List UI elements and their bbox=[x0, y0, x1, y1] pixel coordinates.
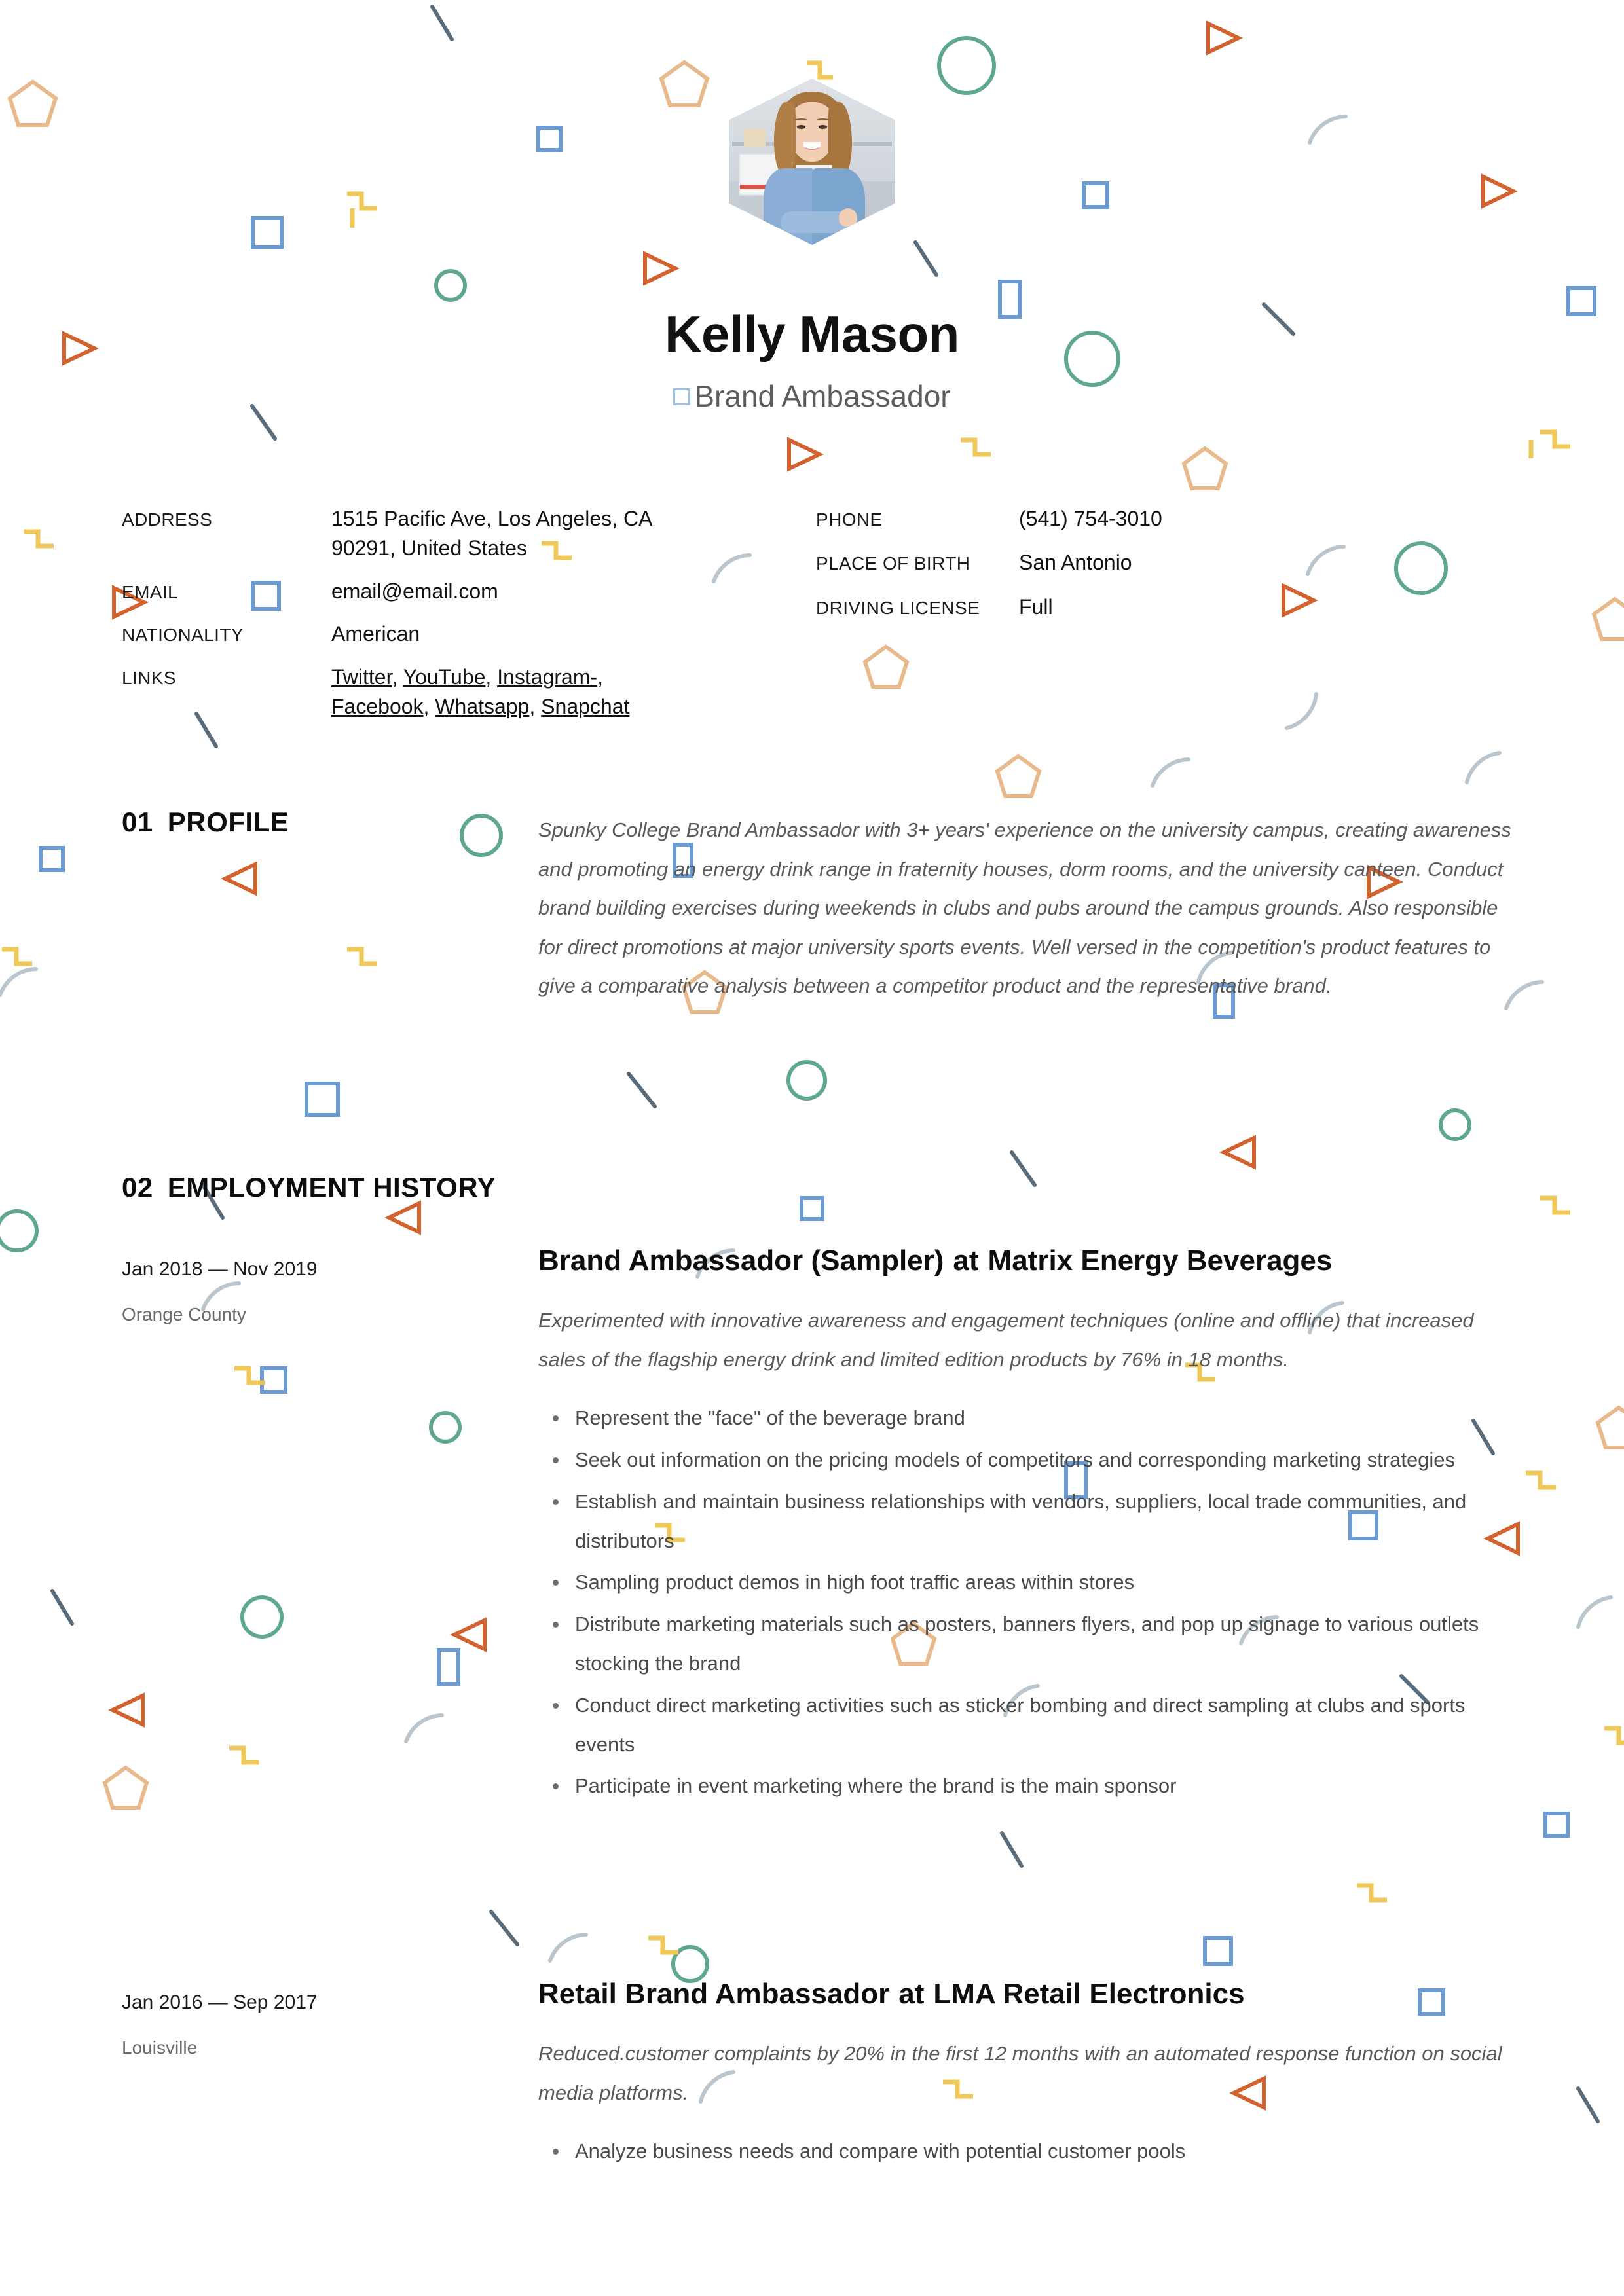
link-youtube[interactable]: YouTube bbox=[403, 665, 486, 689]
link-twitter[interactable]: Twitter bbox=[331, 665, 392, 689]
list-item: Distribute marketing materials such as posters, banners flyers, and pop up signage to various outlets stocking the brand bbox=[538, 1605, 1514, 1683]
list-item: Seek out information on the pricing models of competitors and corresponding marketing strategies bbox=[538, 1440, 1514, 1480]
job-location-0: Orange County bbox=[122, 1304, 246, 1324]
link-whatsapp[interactable]: Whatsapp bbox=[435, 695, 530, 719]
square-icon bbox=[673, 388, 690, 405]
contact-value-nationality: American bbox=[331, 622, 420, 646]
contact-label-email: EMAIL bbox=[122, 581, 179, 602]
section-heading-employment bbox=[122, 1172, 496, 1203]
contact-label-driving-license: DRIVING LICENSE bbox=[816, 597, 980, 618]
avatar bbox=[729, 79, 895, 245]
contact-row-links bbox=[122, 663, 816, 722]
section-number-profile: 01 bbox=[122, 807, 153, 837]
list-item: Participate in event marketing where the brand is the main sponsor bbox=[538, 1766, 1514, 1806]
job-company-0: Matrix Energy Beverages bbox=[987, 1245, 1333, 1277]
list-item: Conduct direct marketing activities such as sticker bombing and direct sampling at clubs and sports events bbox=[538, 1686, 1514, 1764]
contact-value-phone[interactable]: (541) 754-3010 bbox=[1019, 507, 1162, 530]
candidate-name: Kelly Mason bbox=[665, 305, 959, 363]
job-bullets-1 bbox=[538, 2132, 1514, 2171]
job-bullets-0 bbox=[538, 1398, 1514, 1806]
job-date-0: Jan 2018 — Nov 2019 bbox=[122, 1258, 318, 1280]
contact-value-links: Twitter, YouTube, Instagram-, Facebook, Whatsapp, Snapchat bbox=[331, 665, 630, 719]
profile-text: Spunky College Brand Ambassador with 3+ years' experience on the university campus, creating awareness and promoting an energy drink range in fraternity houses, dorm rooms, and the university canteen. Conduct brand building exercises during weekends in clubs and pubs around the campus grounds. Also responsible for direct promotions at major university sports events. Well versed in the competition's product features to give a comparative analysis between a competitor product and the representative brand. bbox=[538, 818, 1511, 998]
job-at-0: at bbox=[953, 1245, 979, 1277]
job-at-1: at bbox=[898, 1978, 925, 2010]
job-company-1: LMA Retail Electronics bbox=[933, 1978, 1245, 2010]
contact-label-place-of-birth: PLACE OF BIRTH bbox=[816, 553, 970, 574]
job-role-1: Retail Brand Ambassador bbox=[538, 1978, 890, 2010]
contact-column-left bbox=[122, 504, 816, 735]
job-role-0: Brand Ambassador (Sampler) bbox=[538, 1245, 944, 1277]
job-summary-1: Reduced.customer complaints by 20% in the first 12 months with an automated response function on social media platforms. bbox=[538, 2042, 1502, 2104]
contact-value-address: 1515 Pacific Ave, Los Angeles, CA 90291, United States bbox=[331, 507, 652, 560]
contact-value-email[interactable]: email@email.com bbox=[331, 579, 498, 603]
job-entry-1 bbox=[538, 1976, 1514, 2174]
job-summary-0: Experimented with innovative awareness and engagement techniques (online and offline) that increased sales of the flagship energy drink and limited edition products by 76% in 18 months. bbox=[538, 1309, 1474, 1371]
section-number-employment: 02 bbox=[122, 1172, 153, 1203]
profile-body bbox=[538, 811, 1514, 1006]
list-item: Establish and maintain business relationships with vendors, suppliers, local trade communities, and distributors bbox=[538, 1482, 1514, 1561]
job-entry-0 bbox=[538, 1243, 1514, 1808]
link-facebook[interactable]: Facebook bbox=[331, 695, 424, 719]
job-title-0 bbox=[538, 1243, 1514, 1279]
contact-row-place-of-birth bbox=[816, 548, 1510, 577]
section-title-profile: PROFILE bbox=[167, 807, 289, 837]
link-snapchat[interactable]: Snapchat bbox=[541, 695, 630, 719]
section-title-employment: EMPLOYMENT HISTORY bbox=[167, 1172, 496, 1203]
job-title-1 bbox=[538, 1976, 1514, 2012]
list-item: Sampling product demos in high foot traffic areas within stores bbox=[538, 1563, 1514, 1602]
contact-column-right bbox=[816, 504, 1510, 636]
contact-row-driving-license bbox=[816, 592, 1510, 622]
link-instagram[interactable]: Instagram- bbox=[497, 665, 598, 689]
contact-value-driving-license: Full bbox=[1019, 594, 1053, 619]
contact-label-nationality: NATIONALITY bbox=[122, 625, 244, 646]
contact-value-place-of-birth: San Antonio bbox=[1019, 551, 1132, 575]
job-location-1: Louisville bbox=[122, 2037, 198, 2058]
profile-photo bbox=[729, 79, 895, 245]
contact-label-address: ADDRESS bbox=[122, 509, 213, 530]
list-item: Represent the "face" of the beverage brand bbox=[538, 1398, 1514, 1438]
contact-row-nationality bbox=[122, 619, 816, 649]
contact-label-links: LINKS bbox=[122, 667, 176, 688]
contact-label-phone: PHONE bbox=[816, 509, 883, 530]
list-item: Analyze business needs and compare with potential customer pools bbox=[538, 2132, 1514, 2171]
section-heading-profile bbox=[122, 807, 289, 838]
contact-row-email bbox=[122, 577, 816, 606]
job-date-1: Jan 2016 — Sep 2017 bbox=[122, 1992, 318, 2013]
candidate-job-title-label: Brand Ambassador bbox=[694, 379, 951, 413]
candidate-job-title bbox=[0, 378, 1624, 414]
contact-row-phone bbox=[816, 504, 1510, 534]
contact-row-address bbox=[122, 504, 816, 564]
